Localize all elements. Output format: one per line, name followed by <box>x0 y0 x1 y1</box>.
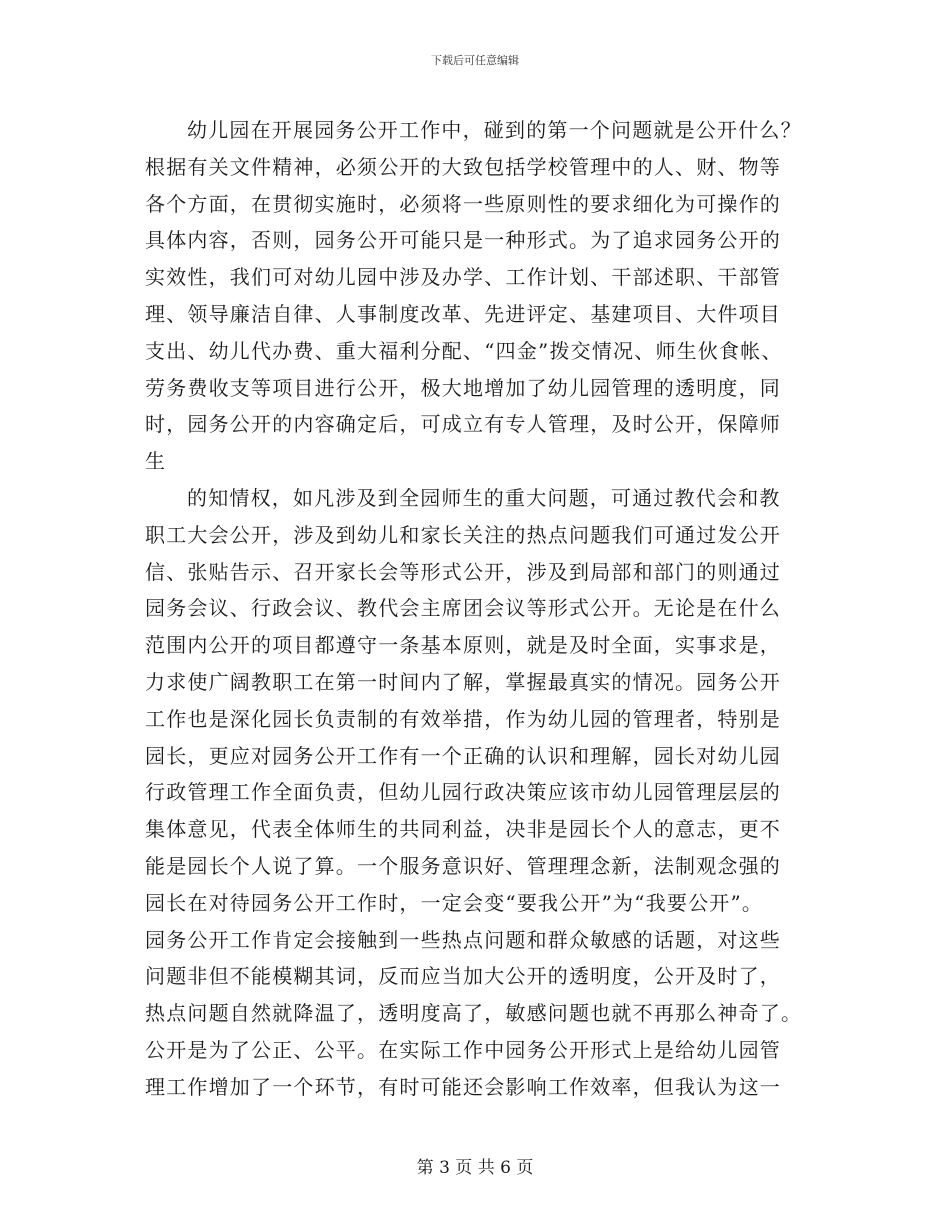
text-line: 行政管理工作全面负责，但幼儿园行政决策应该市幼儿园管理层层的 <box>145 780 781 805</box>
text-line: 园长，更应对园务公开工作有一个正确的认识和理解，园长对幼儿园 <box>145 743 781 768</box>
text-line: 园长在对待园务公开工作时，一定会变“要我公开”为“我要公开”。 <box>145 890 764 915</box>
text-line: 具体内容，否则，园务公开可能只是一种形式。为了追求园务公开的 <box>145 228 781 253</box>
text-line: 理工作增加了一个环节，有时可能还会影响工作效率，但我认为这一 <box>145 1074 781 1099</box>
text-line: 集体意见，代表全体师生的共同利益，决非是园长个人的意志，更不 <box>145 817 781 842</box>
text-line: 信、张贴告示、召开家长会等形式公开，涉及到局部和部门的则通过 <box>145 559 781 584</box>
text-line: 的知情权，如凡涉及到全园师生的重大问题，可通过教代会和教 <box>187 485 781 510</box>
text-line: 职工大会公开，涉及到幼儿和家长关注的热点问题我们可通过发公开 <box>145 522 781 547</box>
text-line: 园务会议、行政会议、教代会主席团会议等形式公开。无论是在什么 <box>145 596 781 621</box>
paragraph <box>145 480 815 1106</box>
text-line: 时，园务公开的内容确定后，可成立有专人管理，及时公开，保障师 <box>145 412 781 437</box>
text-line: 能是园长个人说了算。一个服务意识好、管理理念新，法制观念强的 <box>145 853 781 878</box>
text-line: 理、领导廉洁自律、人事制度改革、先进评定、基建项目、大件项目 <box>145 301 781 326</box>
page-number: 第 3 页 共 6 页 <box>416 1158 534 1178</box>
text-line: 力求使广阔教职工在第一时间内了解，掌握最真实的情况。园务公开 <box>145 669 781 694</box>
text-line: 生 <box>145 449 167 474</box>
text-line: 范围内公开的项目都遵守一条基本原则，就是及时全面，实事求是， <box>145 633 781 658</box>
text-line: 工作也是深化园长负责制的有效举措，作为幼儿园的管理者，特别是 <box>145 706 781 731</box>
paragraph <box>145 112 815 480</box>
text-line: 园务公开工作肯定会接触到一些热点问题和群众敏感的话题，对这些 <box>145 927 781 952</box>
text-line: 实效性，我们可对幼儿园中涉及办学、工作计划、干部述职、干部管 <box>145 265 781 290</box>
text-line: 劳务费收支等项目进行公开，极大地增加了幼儿园管理的透明度，同 <box>145 375 781 400</box>
document-body <box>145 112 815 1106</box>
page-header: 下载后可任意编辑 <box>431 54 519 67</box>
text-line: 幼儿园在开展园务公开工作中，碰到的第一个问题就是公开什么？ <box>187 118 802 142</box>
text-line: 公开是为了公正、公平。在实际工作中园务公开形式上是给幼儿园管 <box>145 1037 781 1062</box>
text-line: 根据有关文件精神，必须公开的大致包括学校管理中的人、财、物等 <box>145 154 781 179</box>
text-line: 热点问题自然就降温了，透明度高了，敏感问题也就不再那么神奇了。 <box>145 1001 803 1026</box>
text-line: 各个方面，在贯彻实施时，必须将一些原则性的要求细化为可操作的 <box>145 191 781 216</box>
text-line: 问题非但不能模糊其词，反而应当加大公开的透明度，公开及时了， <box>145 964 781 989</box>
text-line: 支出、幼儿代办费、重大福利分配、“四金”拨交情况、师生伙食帐、 <box>145 338 783 363</box>
